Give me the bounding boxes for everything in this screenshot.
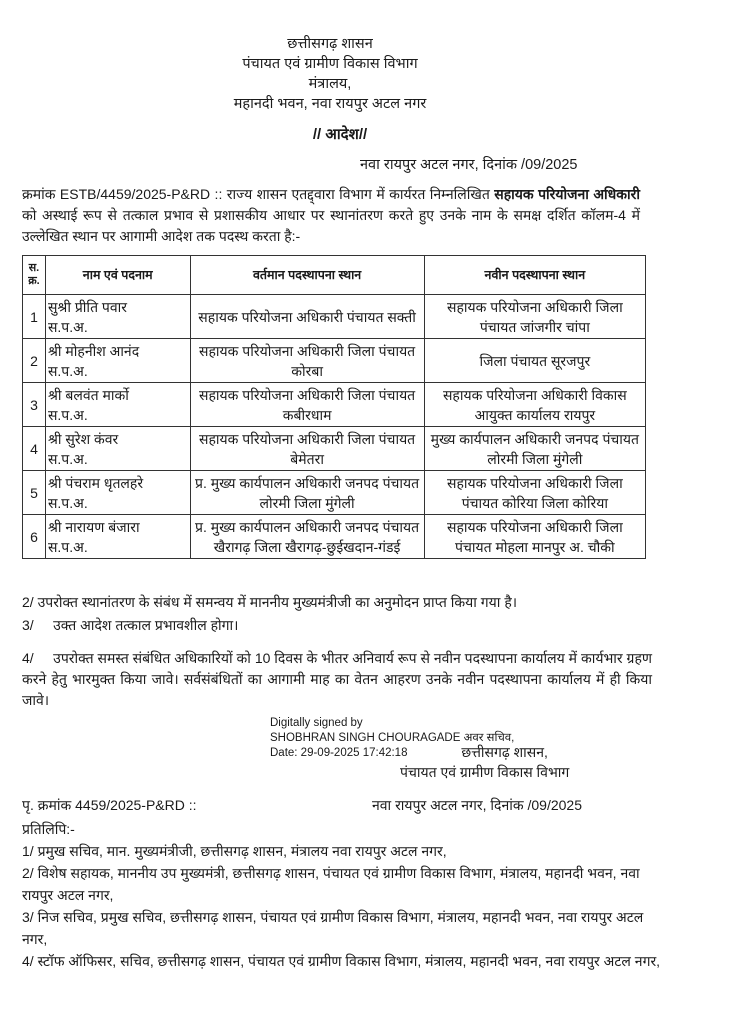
letterhead-line: पंचायत एवं ग्रामीण विकास विभाग: [242, 56, 418, 72]
org-line: छत्तीसगढ़ शासन,: [461, 744, 548, 760]
order-text: :: राज्य शासन एतद्द्वारा विभाग में कार्यरत निम्नलिखित: [210, 186, 495, 202]
officer-post: स.प.अ.: [47, 494, 88, 511]
sig-name: SHOBHRAN SINGH CHOURAGADE अवर सचिव,: [270, 732, 515, 744]
copy-item: 1/ प्रमुख सचिव, मान. मुख्यमंत्रीजी, छत्तीसगढ़ शासन, मंत्रालय नवा रायपुर अटल नगर,: [22, 843, 447, 859]
table-row: [23, 515, 646, 559]
officer-name-cell: [45, 427, 190, 471]
table-header: [23, 256, 646, 295]
serial-number: 2: [23, 339, 46, 383]
officer-name: श्री बलवंत मार्को: [47, 386, 129, 403]
officer-post: स.प.अ.: [47, 406, 88, 423]
table-row: [23, 471, 646, 515]
officer-name-cell: [45, 515, 190, 559]
serial-number: 1: [23, 295, 46, 339]
table-row: [23, 295, 646, 339]
officer-name-cell: [45, 383, 190, 427]
officer-name: श्री सुरेश कंवर: [47, 430, 119, 447]
new-posting: सहायक परियोजना अधिकारी जिला पंचायत जांजगीर चांपा: [424, 295, 645, 339]
new-posting: मुख्य कार्यपालन अधिकारी जनपद पंचायत लोरमी जिला मुंगेली: [424, 427, 645, 471]
copy-item: 4/ स्टॉफ ऑफिसर, सचिव, छत्तीसगढ़ शासन, पंचायत एवं ग्रामीण विकास विभाग, मंत्रालय, महानदी भवन, नवा रायपुर अटल नगर,: [22, 953, 661, 969]
officer-name-cell: [45, 471, 190, 515]
officer-post: स.प.अ.: [47, 538, 88, 555]
new-posting: सहायक परियोजना अधिकारी विकास आयुक्त कार्यालय रायपुर: [424, 383, 645, 427]
sig-date: Date: 29-09-2025 17:42:18: [270, 747, 408, 759]
new-posting: सहायक परियोजना अधिकारी जिला पंचायत कोरिया जिला कोरिया: [424, 471, 645, 515]
point-4: 4/ उपरोक्त समस्त संबंधित अधिकारियों को 10 दिवस के भीतर अनिवार्य रूप से नवीन पदस्थापना कार्यालय में कार्यभार ग्रहण करने हेतु भारमुक्त किया जावे। सर्वसंबंधितों का आगामी माह का वेतन आहरण उनके नवीन पदस्थापना कार्यालय में ही किया जावे।: [22, 650, 656, 708]
serial-number: 6: [23, 515, 46, 559]
current-posting: सहायक परियोजना अधिकारी जिला पंचायत कबीरधाम: [190, 383, 424, 427]
officer-name: श्री नारायण बंजारा: [47, 518, 140, 535]
copy-place-date: नवा रायपुर अटल नगर, दिनांक /09/2025: [372, 797, 582, 813]
letterhead: [150, 34, 510, 114]
copy-item: 3/ निज सचिव, प्रमुख सचिव, छत्तीसगढ़ शासन, पंचायत एवं ग्रामीण विकास विभाग, मंत्रालय, महानदी भवन, नवा रायपुर अटल नगर,: [22, 909, 644, 947]
officer-name: सुश्री प्रीति पवार: [47, 298, 128, 315]
officer-name-cell: [45, 295, 190, 339]
signatory-org: [400, 742, 569, 782]
sig-line: Digitally signed by: [270, 717, 363, 729]
copy-label: प्रतिलिपि:-: [22, 821, 75, 837]
order-paragraph: [22, 184, 640, 247]
new-posting: जिला पंचायत सूरजपुर: [424, 339, 645, 383]
org-line: पंचायत एवं ग्रामीण विकास विभाग: [400, 764, 570, 780]
transfer-table: [22, 255, 646, 559]
officer-post: स.प.अ.: [47, 318, 88, 335]
current-posting: सहायक परियोजना अधिकारी पंचायत सक्ती: [190, 295, 424, 339]
col-new: नवीन पदस्थापना स्थान: [424, 256, 645, 295]
place-date: नवा रायपुर अटल नगर, दिनांक /09/2025: [360, 157, 578, 173]
col-sn: स. क्र.: [23, 256, 46, 295]
officer-post: स.प.अ.: [47, 362, 88, 379]
serial-number: 3: [23, 383, 46, 427]
current-posting: प्र. मुख्य कार्यपालन अधिकारी जनपद पंचायत लोरमी जिला मुंगेली: [190, 471, 424, 515]
table-row: [23, 427, 646, 471]
table-row: [23, 383, 646, 427]
officer-name: श्री पंचराम धृतलहरे: [47, 474, 144, 491]
letterhead-line: महानदी भवन, नवा रायपुर अटल नगर: [233, 96, 427, 112]
serial-number: 5: [23, 471, 46, 515]
letterhead-line: मंत्रालय,: [308, 76, 352, 92]
new-posting: सहायक परियोजना अधिकारी जिला पंचायत मोहला मानपुर अ. चौकी: [424, 515, 645, 559]
serial-number: 4: [23, 427, 46, 471]
order-ref: क्रमांक ESTB/4459/2025-P&RD: [22, 186, 211, 202]
col-current: वर्तमान पदस्थापना स्थान: [190, 256, 424, 295]
officer-post: स.प.अ.: [47, 450, 88, 467]
current-posting: प्र. मुख्य कार्यपालन अधिकारी जनपद पंचायत खैरागढ़ जिला खैरागढ़-छुईखदान-गंडई: [190, 515, 424, 559]
order-title: // आदेश//: [312, 126, 368, 143]
col-name: नाम एवं पदनाम: [45, 256, 190, 295]
points: [22, 592, 656, 713]
order-bold: सहायक परियोजना अधिकारी: [494, 186, 640, 202]
current-posting: सहायक परियोजना अधिकारी जिला पंचायत बेमेतरा: [190, 427, 424, 471]
table-row: [23, 339, 646, 383]
letterhead-line: छत्तीसगढ़ शासन: [287, 36, 373, 52]
order-text: को अस्थाई रूप से तत्काल प्रभाव से प्रशासकीय आधार पर स्थानांतरण करते हुए उनके नाम के समक्ष दर्शित कॉलम-4 में उल्लेखित स्थान पर आगामी आदेश तक पदस्थ करता है:-: [22, 207, 640, 244]
point-2: 2/ उपरोक्त स्थानांतरण के संबंध में समन्वय में माननीय मुख्यमंत्रीजी का अनुमोदन प्राप्त किया गया है।: [22, 594, 518, 610]
copy-item: 2/ विशेष सहायक, माननीय उप मुख्यमंत्री, छत्तीसगढ़ शासन, पंचायत एवं ग्रामीण विकास विभाग, मंत्रालय, महानदी भवन, नवा रायपुर अटल नगर,: [22, 865, 640, 903]
copy-ref: पृ. क्रमांक 4459/2025-P&RD ::: [22, 797, 197, 813]
officer-name: श्री मोहनीश आनंद: [47, 342, 140, 359]
current-posting: सहायक परियोजना अधिकारी जिला पंचायत कोरबा: [190, 339, 424, 383]
officer-name-cell: [45, 339, 190, 383]
point-3: 3/ उक्त आदेश तत्काल प्रभावशील होगा।: [22, 617, 239, 633]
copy-list: [22, 818, 662, 972]
